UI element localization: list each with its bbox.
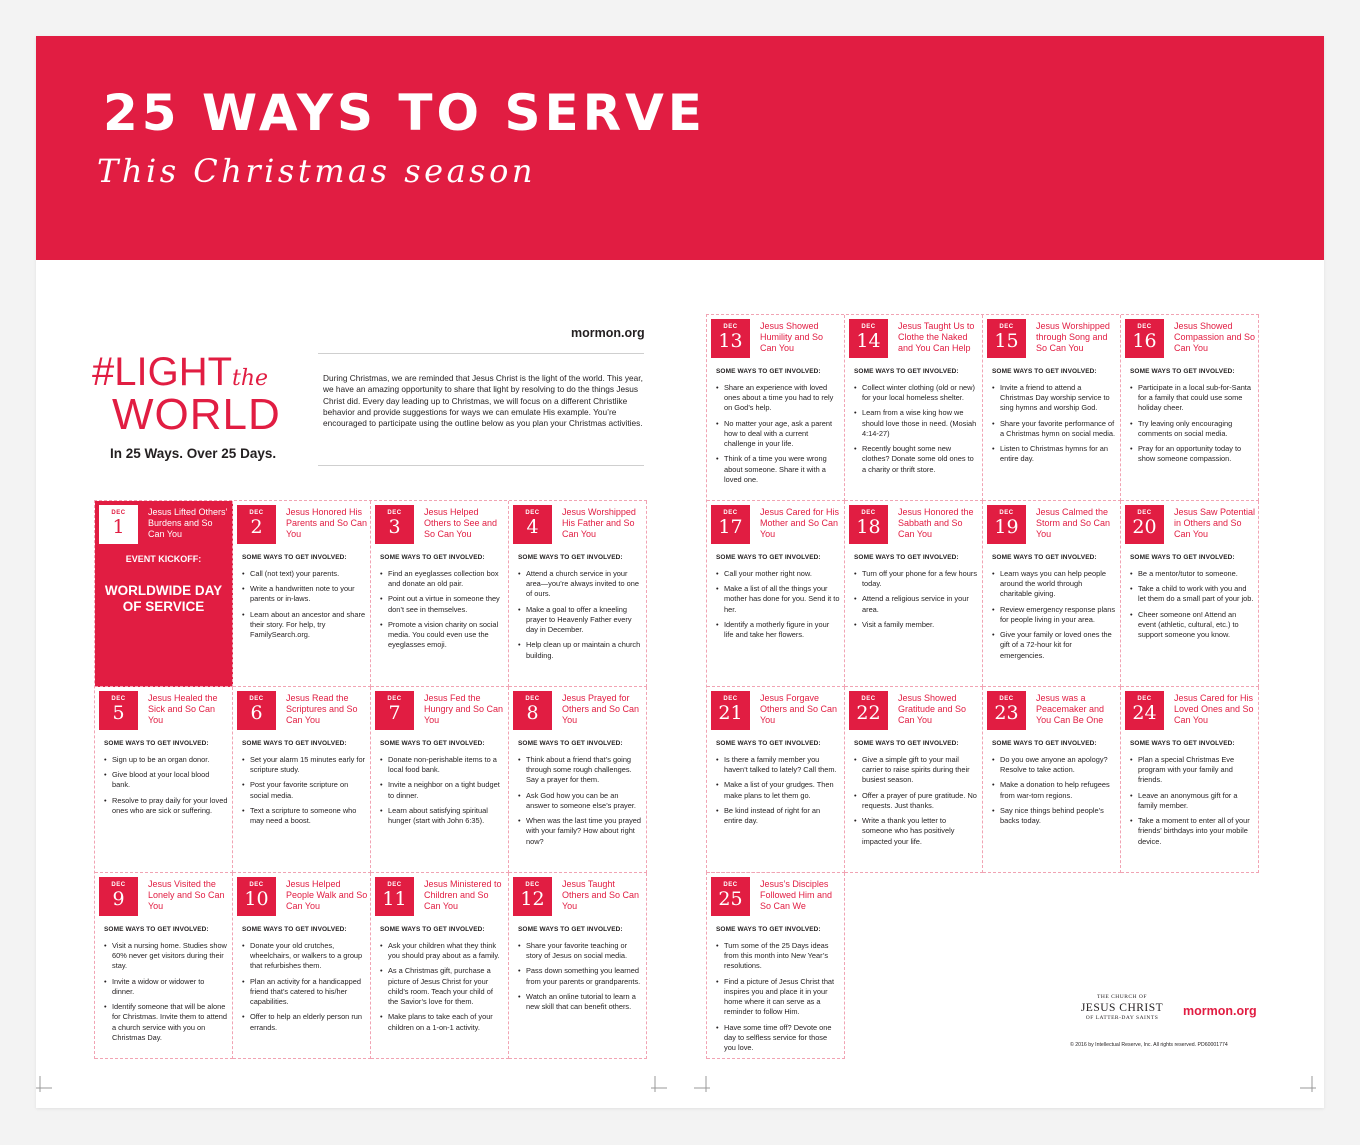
suggestion-item: • Invite a widow or widower to dinner.: [104, 977, 228, 997]
suggestion-list: [992, 755, 1116, 831]
day-number: 18: [856, 516, 881, 538]
day-card-23: [983, 687, 1121, 873]
suggestion-item: • Promote a vision charity on social media. You could even use the eyeglasses emoji.: [380, 620, 504, 651]
day-number: 22: [856, 702, 881, 724]
day-title: Jesus Honored the Sabbath and So Can You: [898, 507, 974, 540]
suggestion-list: [380, 755, 504, 831]
day-card-6: [233, 687, 371, 873]
suggestion-item: • Text a scripture to someone who may need a boost.: [242, 806, 366, 826]
day-number: 6: [250, 702, 263, 724]
month-label: DEC: [387, 696, 402, 702]
day-number: 17: [718, 516, 743, 538]
suggestion-list: [716, 755, 840, 831]
suggestion-item: • Resolve to pray daily for your loved ones who are sick or suffering.: [104, 796, 228, 816]
suggestion-item: • Visit a nursing home. Studies show 60% never get visitors during their stay.: [104, 941, 228, 972]
suggestion-item: • Participate in a local sub-for-Santa for a family that could use some holiday cheer.: [1130, 383, 1254, 414]
crop-mark-icon: [690, 1076, 710, 1096]
day-card-7: [371, 687, 509, 873]
divider: [318, 465, 644, 466]
suggestion-item: • Call (not text) your parents.: [242, 569, 366, 579]
event-kickoff-label: EVENT KICKOFF:: [125, 554, 202, 564]
month-label: DEC: [111, 882, 126, 888]
day-number: 4: [526, 516, 539, 538]
month-label: DEC: [999, 324, 1014, 330]
suggestion-item: • Attend a religious service in your area.: [854, 594, 978, 614]
day-number: 24: [1132, 702, 1157, 724]
suggestion-item: • No matter your age, ask a parent how to deal with a current challenge in your life.: [716, 419, 840, 450]
date-badge: [711, 319, 750, 358]
suggestion-item: • Find a picture of Jesus Christ that inspires you and place it in your home where it can serve as a reminder to follow Him.: [716, 977, 840, 1018]
suggestion-list: [518, 941, 642, 1017]
calendar-grid-right: [706, 314, 1259, 873]
intro-paragraph: During Christmas, we are reminded that Jesus Christ is the light of the world. This year, we have an amazing opportunity to share that light by resolving to do the things Jesus Christ did. Every day leading up to Christmas, we will focus on a different Christlike behavior and provide suggestions for ways we can emulate His example. You’re encouraged to participate using the outline below as you plan your Christmas activities.: [323, 373, 643, 429]
suggestion-item: • Attend a church service in your area—you’re always invited to one of ours.: [518, 569, 642, 600]
ways-label: SOME WAYS TO GET INVOLVED:: [242, 740, 347, 747]
ways-label: SOME WAYS TO GET INVOLVED:: [380, 926, 485, 933]
date-badge: [237, 691, 276, 730]
ways-label: SOME WAYS TO GET INVOLVED:: [518, 740, 623, 747]
day-card-8: [509, 687, 647, 873]
suggestion-item: • Make a list of your grudges. Then make plans to let them go.: [716, 780, 840, 800]
day-title: Jesus Visited the Lonely and So Can You: [148, 879, 225, 912]
suggestion-item: • Sign up to be an organ donor.: [104, 755, 228, 765]
day-title: Jesus Helped Others to See and So Can You: [424, 507, 498, 540]
month-label: DEC: [1137, 510, 1152, 516]
month-label: DEC: [861, 696, 876, 702]
day-title: Jesus Cared for His Loved Ones and So Can You: [1174, 693, 1254, 726]
month-label: DEC: [111, 510, 126, 516]
suggestion-item: • Try leaving only encouraging comments on social media.: [1130, 419, 1254, 439]
date-badge: [375, 691, 414, 730]
suggestion-item: • Make a goal to offer a kneeling prayer to Heavenly Father every day in December.: [518, 605, 642, 636]
crop-mark-icon: [1296, 1076, 1316, 1096]
ways-label: SOME WAYS TO GET INVOLVED:: [716, 554, 821, 561]
month-label: DEC: [249, 696, 264, 702]
suggestion-list: [1130, 755, 1254, 852]
day-number: 2: [250, 516, 263, 538]
date-badge: [237, 877, 276, 916]
day-title: Jesus Healed the Sick and So Can You: [148, 693, 218, 726]
day-number: 23: [994, 702, 1019, 724]
logo-light-text: #LIGHT: [92, 350, 233, 394]
date-badge: [711, 691, 750, 730]
suggestion-item: • Learn from a wise king how we should love those in need. (Mosiah 4:14-27): [854, 408, 978, 439]
month-label: DEC: [387, 882, 402, 888]
ways-label: SOME WAYS TO GET INVOLVED:: [992, 368, 1097, 375]
suggestion-item: • Think of a time you were wrong about someone. Share it with a loved one.: [716, 454, 840, 485]
date-badge: [1125, 505, 1164, 544]
month-label: DEC: [723, 882, 738, 888]
suggestion-item: • Leave an anonymous gift for a family member.: [1130, 791, 1254, 811]
logo-tagline: In 25 Ways. Over 25 Days.: [110, 446, 277, 461]
ways-label: SOME WAYS TO GET INVOLVED:: [380, 554, 485, 561]
ways-label: SOME WAYS TO GET INVOLVED:: [716, 740, 821, 747]
ways-label: SOME WAYS TO GET INVOLVED:: [992, 554, 1097, 561]
suggestion-item: • Identify a motherly figure in your life and take her flowers.: [716, 620, 840, 640]
ways-label: SOME WAYS TO GET INVOLVED:: [104, 740, 209, 747]
month-label: DEC: [861, 510, 876, 516]
suggestion-item: • Give your family or loved ones the gift of a 72-hour kit for emergencies.: [992, 630, 1116, 661]
day-card-11: [371, 873, 509, 1059]
date-badge: [1125, 319, 1164, 358]
month-label: DEC: [723, 510, 738, 516]
date-badge: [99, 505, 138, 544]
title-banner: [36, 36, 1324, 260]
church-logo: [1074, 995, 1170, 1022]
church-logo-line3: OF LATTER-DAY SAINTS: [1085, 1015, 1159, 1021]
suggestion-item: • As a Christmas gift, purchase a picture of Jesus Christ for your child’s room. Teach your child of the Savior’s love for them.: [380, 966, 504, 1007]
day-card-12: [509, 873, 647, 1059]
month-label: DEC: [249, 882, 264, 888]
suggestion-item: • Pass down something you learned from your parents or grandparents.: [518, 966, 642, 986]
month-label: DEC: [525, 696, 540, 702]
day-card-15: [983, 315, 1121, 501]
suggestion-list: [716, 569, 840, 645]
day-number: 9: [112, 888, 125, 910]
suggestion-list: [1130, 383, 1254, 470]
day-title: Jesus Calmed the Storm and So Can You: [1036, 507, 1111, 540]
day-title: Jesus Worshipped His Father and So Can You: [562, 507, 636, 540]
suggestion-item: • Make plans to take each of your children on a 1-on-1 activity.: [380, 1012, 504, 1032]
suggestion-item: • Visit a family member.: [854, 620, 978, 630]
day-title: Jesus Helped People Walk and So Can You: [286, 879, 368, 912]
suggestion-item: • Collect winter clothing (old or new) for your local homeless shelter.: [854, 383, 978, 403]
day-title: Jesus Ministered to Children and So Can You: [424, 879, 502, 912]
date-badge: [849, 319, 888, 358]
day-card-18: [845, 501, 983, 687]
ways-label: SOME WAYS TO GET INVOLVED:: [104, 926, 209, 933]
suggestion-item: • Plan a special Christmas Eve program with your family and friends.: [1130, 755, 1254, 786]
day-number: 3: [388, 516, 401, 538]
suggestion-list: [518, 755, 642, 852]
suggestion-item: • Share an experience with loved ones about a time you had to rely on God’s help.: [716, 383, 840, 414]
ways-label: SOME WAYS TO GET INVOLVED:: [992, 740, 1097, 747]
day-card-2: [233, 501, 371, 687]
logo-the-text: the: [232, 366, 269, 391]
suggestion-list: [854, 755, 978, 852]
month-label: DEC: [999, 696, 1014, 702]
site-link-top[interactable]: mormon.org: [571, 326, 645, 340]
logo-world-text: WORLD: [112, 390, 281, 439]
divider: [318, 353, 644, 354]
day-title: Jesus Honored His Parents and So Can You: [286, 507, 368, 540]
suggestion-list: [104, 755, 228, 821]
suggestion-item: • Is there a family member you haven’t talked to lately? Call them.: [716, 755, 840, 775]
suggestion-list: [242, 755, 366, 831]
day-title: Jesus Read the Scriptures and So Can You: [286, 693, 358, 726]
day-number: 20: [1132, 516, 1157, 538]
date-badge: [99, 691, 138, 730]
suggestion-item: • When was the last time you prayed with your family? How about right now?: [518, 816, 642, 847]
day-card-9: [95, 873, 233, 1059]
day-number: 1: [112, 516, 125, 538]
day-title: Jesus Cared for His Mother and So Can You: [760, 507, 840, 540]
date-badge: [987, 505, 1026, 544]
day-number: 10: [244, 888, 269, 910]
suggestion-item: • Think about a friend that’s going through some rough challenges. Say a prayer for them.: [518, 755, 642, 786]
suggestion-item: • Ask your children what they think you should pray about as a family.: [380, 941, 504, 961]
ways-label: SOME WAYS TO GET INVOLVED:: [518, 926, 623, 933]
day-title: Jesus Fed the Hungry and So Can You: [424, 693, 504, 726]
date-badge: [987, 691, 1026, 730]
day-title: Jesus Worshipped through Song and So Can You: [1036, 321, 1110, 354]
month-label: DEC: [1137, 324, 1152, 330]
site-link-bottom[interactable]: mormon.org: [1183, 1004, 1257, 1018]
day-number: 13: [718, 330, 743, 352]
day-title: Jesus Taught Others and So Can You: [562, 879, 640, 912]
month-label: DEC: [999, 510, 1014, 516]
ways-label: SOME WAYS TO GET INVOLVED:: [1130, 554, 1235, 561]
suggestion-item: • Learn about an ancestor and share their story. For help, try FamilySearch.org.: [242, 610, 366, 641]
day-card-4: [509, 501, 647, 687]
suggestion-list: [518, 569, 642, 666]
day-title: Jesus Saw Potential in Others and So Can You: [1174, 507, 1256, 540]
ways-label: SOME WAYS TO GET INVOLVED:: [854, 554, 959, 561]
crop-mark-icon: [651, 1076, 671, 1096]
ways-label: SOME WAYS TO GET INVOLVED:: [242, 926, 347, 933]
date-badge: [711, 877, 750, 916]
suggestion-item: • Identify someone that will be alone for Christmas. Invite them to attend a church service with you on Christmas Day.: [104, 1002, 228, 1043]
ways-label: SOME WAYS TO GET INVOLVED:: [854, 740, 959, 747]
month-label: DEC: [249, 510, 264, 516]
suggestion-item: • Recently bought some new clothes? Donate some old ones to a charity or thrift store.: [854, 444, 978, 475]
suggestion-item: • Make a list of all the things your mother has done for you. Send it to her.: [716, 584, 840, 615]
date-badge: [987, 319, 1026, 358]
suggestion-item: • Donate your old crutches, wheelchairs, or walkers to a group that refurbishes them.: [242, 941, 366, 972]
suggestion-list: [854, 383, 978, 480]
suggestion-item: • Take a child to work with you and let them do a small part of your job.: [1130, 584, 1254, 604]
day-card-13: [707, 315, 845, 501]
suggestion-item: • Make a donation to help refugees from war-torn regions.: [992, 780, 1116, 800]
day-number: 12: [520, 888, 545, 910]
suggestion-item: • Learn ways you can help people around the world through charitable giving.: [992, 569, 1116, 600]
suggestion-item: • Offer to help an elderly person run errands.: [242, 1012, 366, 1032]
day-card-25: [707, 873, 845, 1059]
day-card-19: [983, 501, 1121, 687]
suggestion-item: • Find an eyeglasses collection box and donate an old pair.: [380, 569, 504, 589]
suggestion-list: [1130, 569, 1254, 645]
page-subtitle: This Christmas season: [97, 152, 536, 190]
suggestion-item: • Turn some of the 25 Days ideas from this month into New Year’s resolutions.: [716, 941, 840, 972]
suggestion-item: • Give a simple gift to your mail carrier to raise spirits during their busiest season.: [854, 755, 978, 786]
month-label: DEC: [723, 696, 738, 702]
day-card-5: [95, 687, 233, 873]
day-card-14: [845, 315, 983, 501]
ways-label: SOME WAYS TO GET INVOLVED:: [716, 368, 821, 375]
date-badge: [513, 505, 552, 544]
date-badge: [1125, 691, 1164, 730]
suggestion-item: • Have some time off? Devote one day to selfless service for those you love.: [716, 1023, 840, 1054]
church-logo-line1: THE CHURCH OF: [1097, 994, 1147, 1000]
day-title: Jesus Showed Compassion and So Can You: [1174, 321, 1256, 354]
suggestion-list: [242, 569, 366, 645]
suggestion-item: • Write a thank you letter to someone who has positively impacted your life.: [854, 816, 978, 847]
suggestion-item: • Share your favorite teaching or story of Jesus on social media.: [518, 941, 642, 961]
suggestion-list: [992, 569, 1116, 666]
suggestion-item: • Turn off your phone for a few hours today.: [854, 569, 978, 589]
day-card-1: [95, 501, 233, 687]
suggestion-item: • Share your favorite performance of a Christmas hymn on social media.: [992, 419, 1116, 439]
day-title: Jesus Forgave Others and So Can You: [760, 693, 838, 726]
date-badge: [375, 505, 414, 544]
suggestion-item: • Do you owe anyone an apology? Resolve to take action.: [992, 755, 1116, 775]
suggestion-item: • Watch an online tutorial to learn a new skill that can benefit others.: [518, 992, 642, 1012]
day-number: 16: [1132, 330, 1157, 352]
suggestion-list: [380, 569, 504, 656]
suggestion-item: • Post your favorite scripture on social media.: [242, 780, 366, 800]
ways-label: SOME WAYS TO GET INVOLVED:: [1130, 368, 1235, 375]
ways-label: SOME WAYS TO GET INVOLVED:: [716, 926, 821, 933]
day-title: Jesus Showed Gratitude and So Can You: [898, 693, 967, 726]
month-label: DEC: [525, 510, 540, 516]
day-title: Jesus Lifted Others’ Burdens and So Can You: [148, 507, 228, 540]
ways-label: SOME WAYS TO GET INVOLVED:: [380, 740, 485, 747]
day-number: 15: [994, 330, 1019, 352]
suggestion-item: • Be kind instead of right for an entire day.: [716, 806, 840, 826]
day-card-17: [707, 501, 845, 687]
day-title: Jesus Taught Us to Clothe the Naked and You Can Help: [898, 321, 975, 354]
date-badge: [849, 691, 888, 730]
copyright-notice: © 2016 by Intellectual Reserve, Inc. All rights reserved. PD60001774: [1070, 1042, 1228, 1048]
day-title: Jesus’s Disciples Followed Him and So Can We: [760, 879, 833, 912]
suggestion-item: • Take a moment to enter all of your friends’ birthdays into your mobile device.: [1130, 816, 1254, 847]
date-badge: [513, 877, 552, 916]
suggestion-list: [854, 569, 978, 635]
day-number: 19: [994, 516, 1019, 538]
light-the-world-logo: [92, 352, 268, 392]
day-card-20: [1121, 501, 1259, 687]
day-card-21: [707, 687, 845, 873]
day-card-3: [371, 501, 509, 687]
date-badge: [711, 505, 750, 544]
suggestion-item: • Donate non-perishable items to a local food bank.: [380, 755, 504, 775]
crop-mark-icon: [36, 1076, 56, 1096]
day-title: Jesus was a Peacemaker and You Can Be One: [1036, 693, 1105, 726]
day-card-24: [1121, 687, 1259, 873]
suggestion-item: • Review emergency response plans for people living in your area.: [992, 605, 1116, 625]
event-kickoff-title: WORLDWIDE DAY OF SERVICE: [104, 583, 223, 615]
ways-label: SOME WAYS TO GET INVOLVED:: [518, 554, 623, 561]
month-label: DEC: [387, 510, 402, 516]
month-label: DEC: [525, 882, 540, 888]
suggestion-item: • Cheer someone on! Attend an event (athletic, cultural, etc.) to support someone you know.: [1130, 610, 1254, 641]
suggestion-item: • Say nice things behind people’s backs today.: [992, 806, 1116, 826]
date-badge: [237, 505, 276, 544]
suggestion-item: • Point out a virtue in someone they don’t see in themselves.: [380, 594, 504, 614]
day-card-16: [1121, 315, 1259, 501]
suggestion-item: • Set your alarm 15 minutes early for scripture study.: [242, 755, 366, 775]
suggestion-list: [716, 941, 840, 1058]
date-badge: [849, 505, 888, 544]
day-number: 21: [718, 702, 743, 724]
day-number: 11: [382, 888, 407, 910]
ways-label: SOME WAYS TO GET INVOLVED:: [242, 554, 347, 561]
day-number: 14: [856, 330, 881, 352]
suggestion-item: • Call your mother right now.: [716, 569, 840, 579]
day-title: Jesus Prayed for Others and So Can You: [562, 693, 640, 726]
date-badge: [99, 877, 138, 916]
day-number: 8: [526, 702, 539, 724]
calendar-grid-right-last: [706, 872, 845, 1059]
suggestion-item: • Help clean up or maintain a church building.: [518, 640, 642, 660]
suggestion-list: [380, 941, 504, 1038]
suggestion-item: • Write a handwritten note to your parents or in-laws.: [242, 584, 366, 604]
church-logo-line2: JESUS CHRIST: [1080, 1001, 1164, 1014]
date-badge: [375, 877, 414, 916]
day-card-22: [845, 687, 983, 873]
suggestion-item: • Be a mentor/tutor to someone.: [1130, 569, 1254, 579]
day-card-10: [233, 873, 371, 1059]
month-label: DEC: [723, 324, 738, 330]
ways-label: SOME WAYS TO GET INVOLVED:: [854, 368, 959, 375]
date-badge: [513, 691, 552, 730]
suggestion-item: • Listen to Christmas hymns for an entire day.: [992, 444, 1116, 464]
suggestion-item: • Invite a neighbor on a tight budget to dinner.: [380, 780, 504, 800]
day-number: 7: [388, 702, 401, 724]
day-number: 25: [718, 888, 743, 910]
suggestion-list: [716, 383, 840, 490]
suggestion-item: • Offer a prayer of pure gratitude. No requests. Just thanks.: [854, 791, 978, 811]
suggestion-item: • Learn about satisfying spiritual hunger (start with John 6:35).: [380, 806, 504, 826]
suggestion-item: • Give blood at your local blood bank.: [104, 770, 228, 790]
ways-label: SOME WAYS TO GET INVOLVED:: [1130, 740, 1235, 747]
page-title: 25 WAYS TO SERVE: [103, 84, 706, 142]
suggestion-item: • Invite a friend to attend a Christmas Day worship service to sing hymns and worship God.: [992, 383, 1116, 414]
month-label: DEC: [1137, 696, 1152, 702]
month-label: DEC: [111, 696, 126, 702]
suggestion-item: • Plan an activity for a handicapped friend that’s catered to his/her capabilities.: [242, 977, 366, 1008]
month-label: DEC: [861, 324, 876, 330]
suggestion-item: • Pray for an opportunity today to show someone compassion.: [1130, 444, 1254, 464]
calendar-grid-left: [94, 500, 647, 1059]
day-title: Jesus Showed Humility and So Can You: [760, 321, 824, 354]
suggestion-list: [242, 941, 366, 1038]
suggestion-list: [104, 941, 228, 1048]
suggestion-item: • Ask God how you can be an answer to someone else’s prayer.: [518, 791, 642, 811]
day-number: 5: [112, 702, 125, 724]
suggestion-list: [992, 383, 1116, 470]
